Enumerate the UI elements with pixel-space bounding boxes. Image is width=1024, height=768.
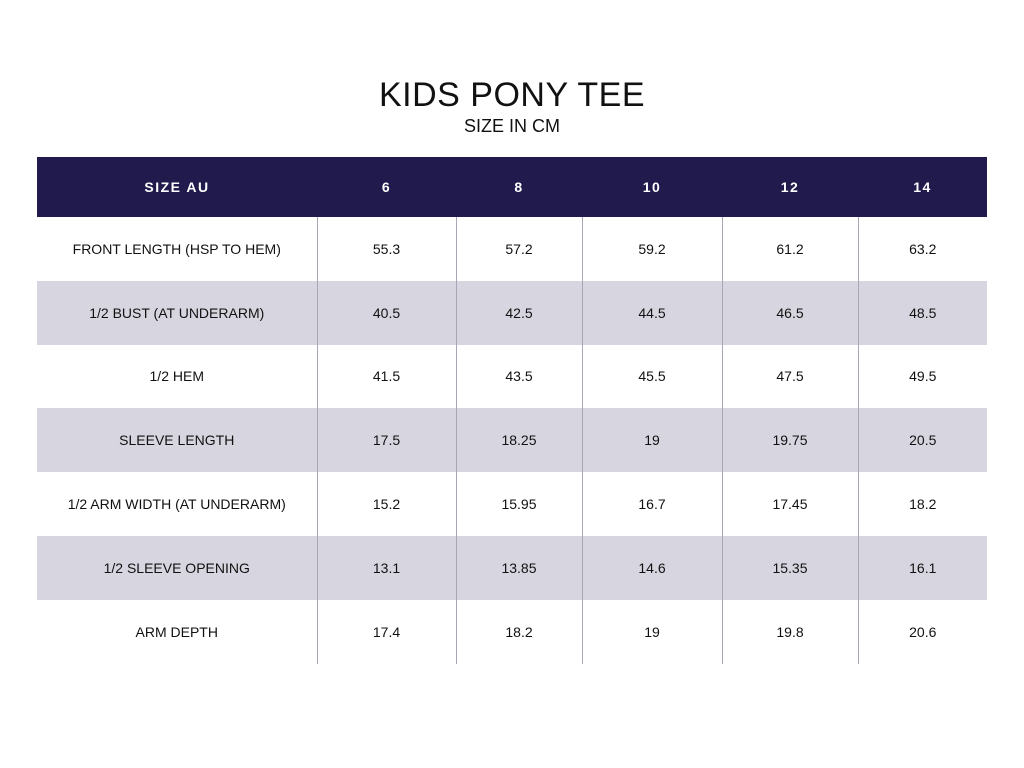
- table-cell: 42.5: [456, 281, 582, 345]
- table-row: [37, 281, 987, 345]
- table-cell: 19.8: [722, 600, 858, 664]
- table-cell: 13.85: [456, 536, 582, 600]
- header-cell-size-8: 8: [456, 157, 582, 217]
- row-label: FRONT LENGTH (HSP TO HEM): [37, 217, 317, 281]
- row-label: ARM DEPTH: [37, 600, 317, 664]
- header-cell-size-14: 14: [858, 157, 987, 217]
- table-cell: 13.1: [317, 536, 456, 600]
- row-label: 1/2 SLEEVE OPENING: [37, 536, 317, 600]
- table-cell: 49.5: [858, 345, 987, 409]
- table-cell: 16.7: [582, 472, 722, 536]
- table-row: [37, 408, 987, 472]
- row-label: 1/2 BUST (AT UNDERARM): [37, 281, 317, 345]
- table-cell: 41.5: [317, 345, 456, 409]
- table-cell: 19: [582, 408, 722, 472]
- table-cell: 15.2: [317, 472, 456, 536]
- table-cell: 17.5: [317, 408, 456, 472]
- table-row: [37, 217, 987, 281]
- table-row: [37, 600, 987, 664]
- table-cell: 61.2: [722, 217, 858, 281]
- size-chart-table: [37, 157, 987, 664]
- table-row: [37, 536, 987, 600]
- table-cell: 40.5: [317, 281, 456, 345]
- table-cell: 44.5: [582, 281, 722, 345]
- table-cell: 19: [582, 600, 722, 664]
- header-cell-size-6: 6: [317, 157, 456, 217]
- table-cell: 59.2: [582, 217, 722, 281]
- page-title: KIDS PONY TEE: [379, 76, 645, 114]
- table-cell: 15.95: [456, 472, 582, 536]
- table-cell: 45.5: [582, 345, 722, 409]
- table-cell: 48.5: [858, 281, 987, 345]
- table-cell: 15.35: [722, 536, 858, 600]
- table-cell: 18.25: [456, 408, 582, 472]
- table-cell: 18.2: [456, 600, 582, 664]
- row-label: SLEEVE LENGTH: [37, 408, 317, 472]
- table-cell: 63.2: [858, 217, 987, 281]
- table-row: [37, 472, 987, 536]
- table-cell: 17.45: [722, 472, 858, 536]
- table-cell: 17.4: [317, 600, 456, 664]
- row-label: 1/2 ARM WIDTH (AT UNDERARM): [37, 472, 317, 536]
- table-cell: 14.6: [582, 536, 722, 600]
- row-label: 1/2 HEM: [37, 345, 317, 409]
- table-cell: 20.6: [858, 600, 987, 664]
- table-row: [37, 345, 987, 409]
- header-cell-size-au: SIZE AU: [37, 157, 317, 217]
- header-row: [37, 157, 987, 217]
- table-cell: 20.5: [858, 408, 987, 472]
- page-subtitle: SIZE IN CM: [463, 116, 560, 136]
- table-cell: 46.5: [722, 281, 858, 345]
- table-cell: 18.2: [858, 472, 987, 536]
- table-cell: 16.1: [858, 536, 987, 600]
- table-cell: 57.2: [456, 217, 582, 281]
- table-cell: 43.5: [456, 345, 582, 409]
- table-cell: 19.75: [722, 408, 858, 472]
- table-cell: 47.5: [722, 345, 858, 409]
- header-cell-size-12: 12: [722, 157, 858, 217]
- table-cell: 55.3: [317, 217, 456, 281]
- header-cell-size-10: 10: [582, 157, 722, 217]
